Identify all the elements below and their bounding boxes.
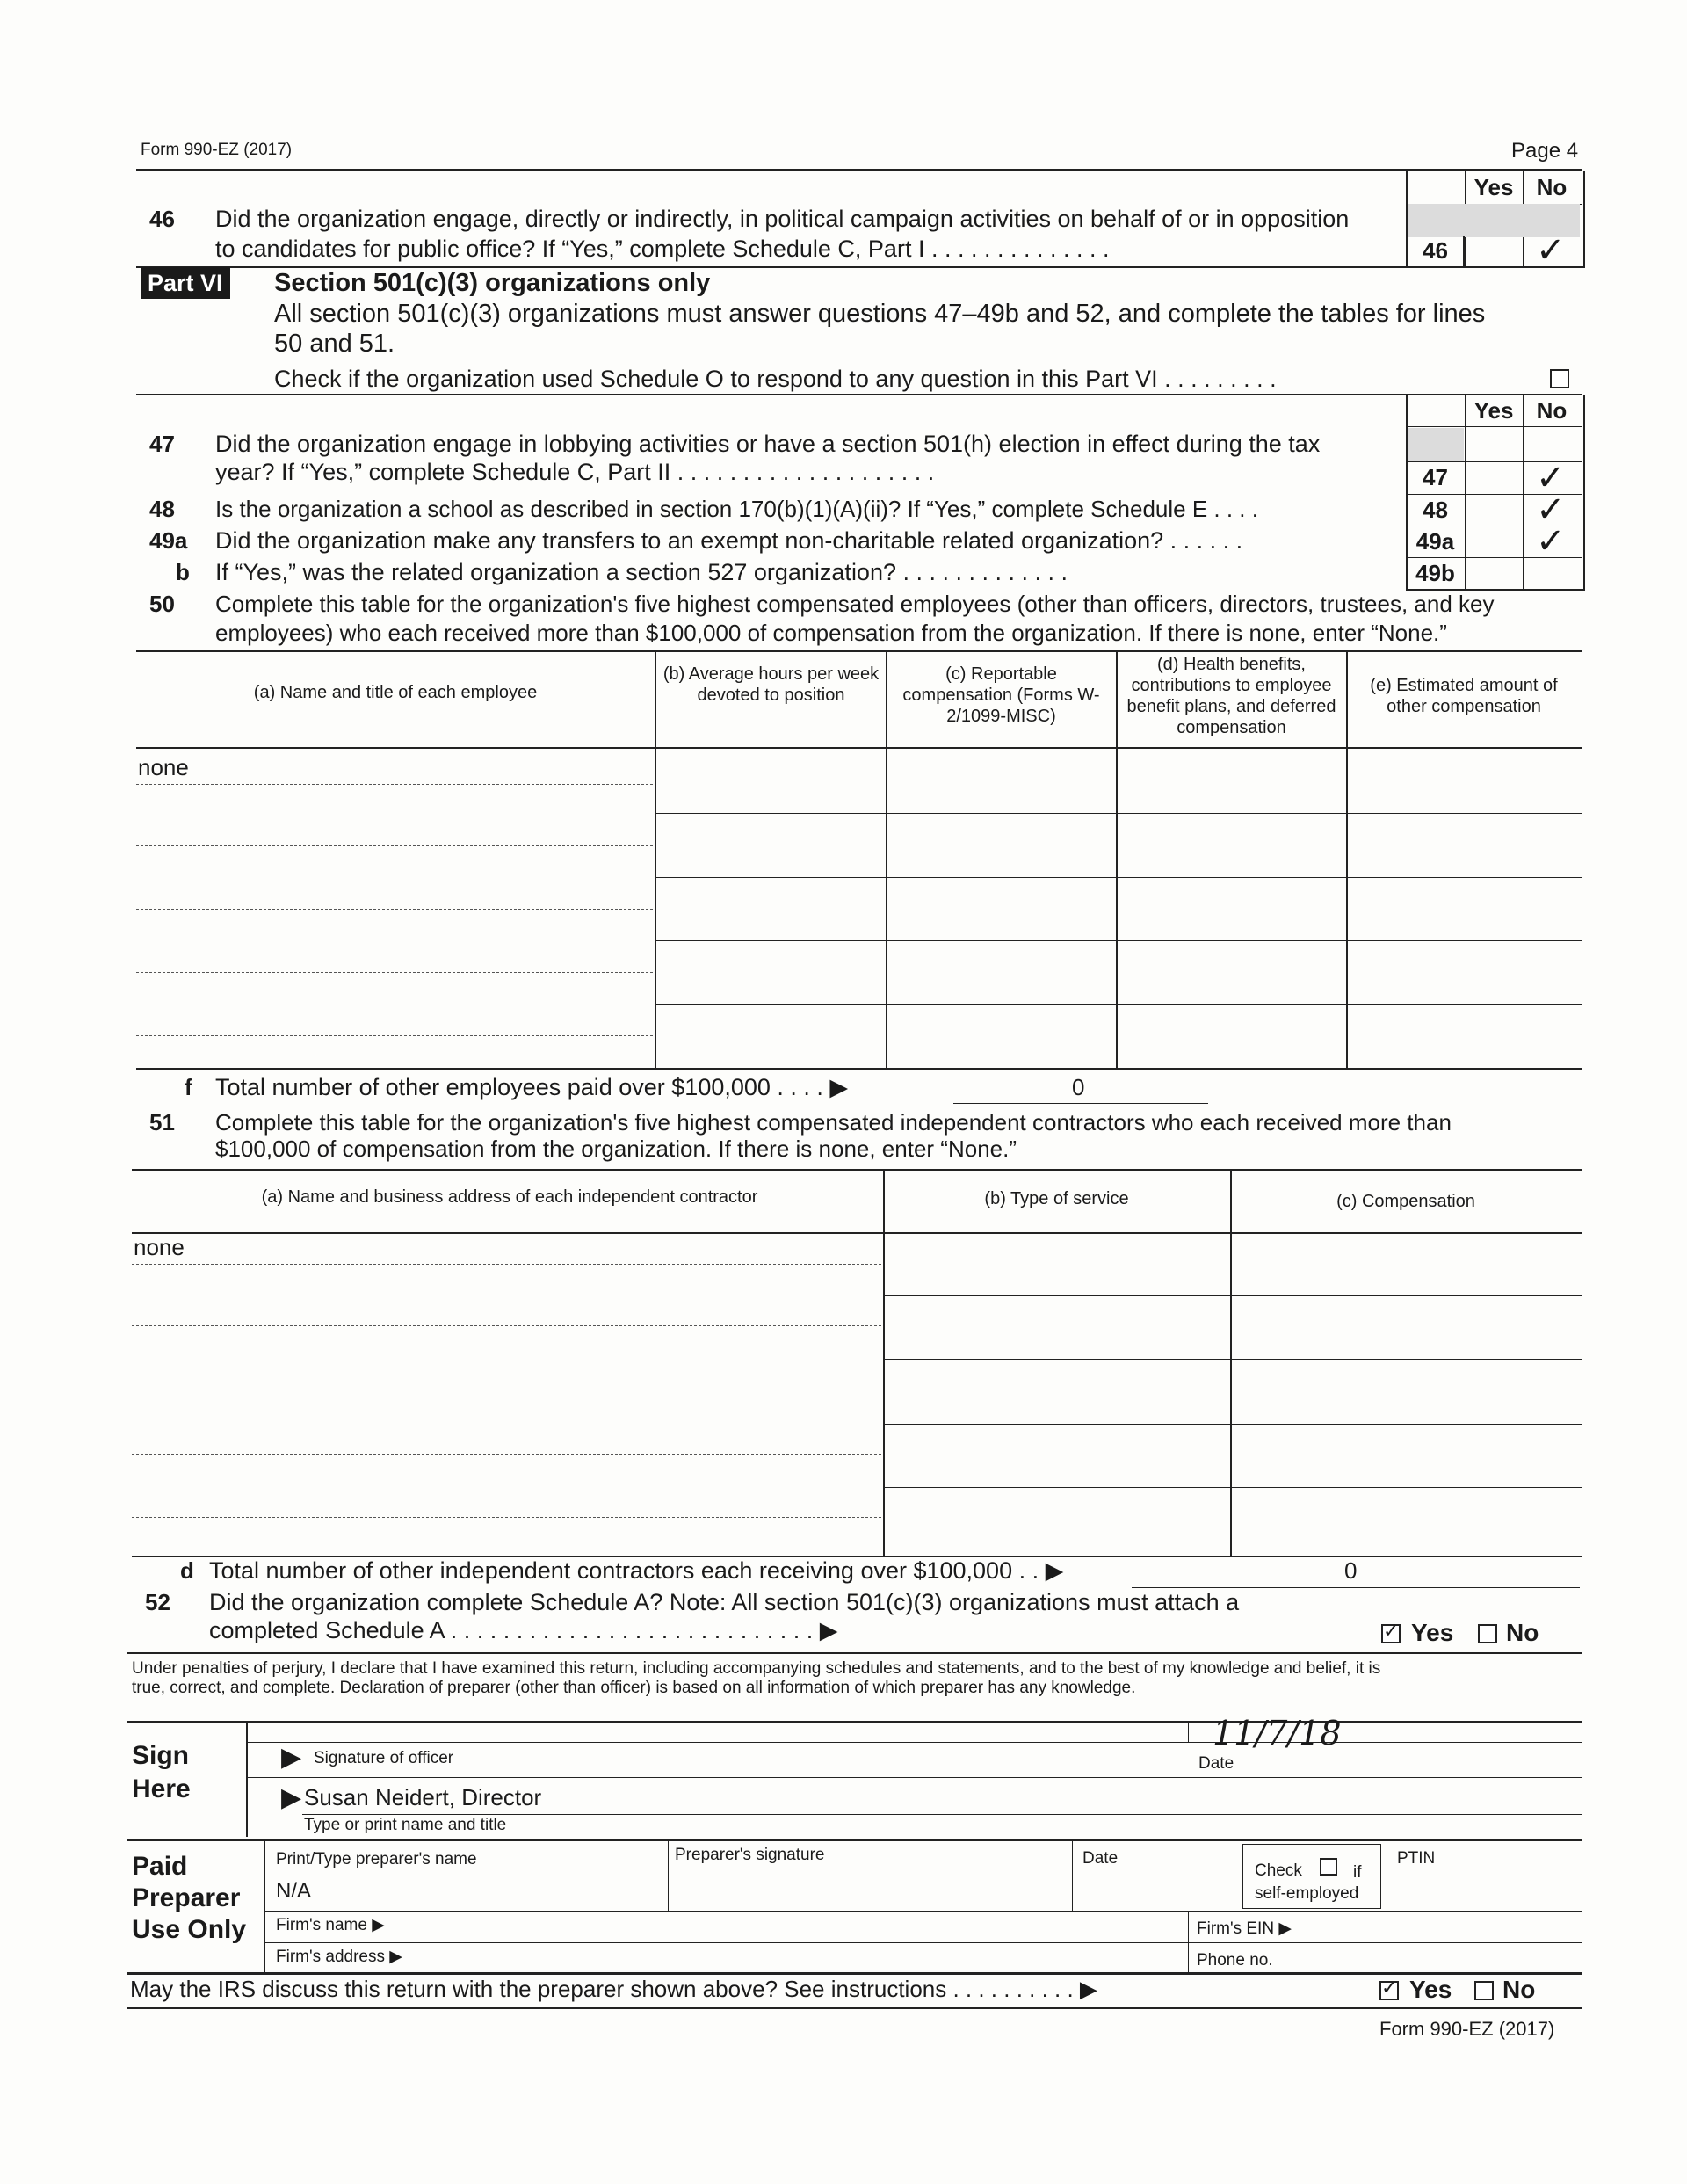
- q46-number: 46: [149, 206, 175, 232]
- q49a-box-label: 49a: [1415, 528, 1455, 555]
- q50f-text: Total number of other employees paid over $100,000 . . . . ▶: [215, 1074, 849, 1100]
- yes-header: Yes: [1473, 174, 1514, 200]
- q51d-value: 0: [1344, 1557, 1358, 1584]
- preparer-signature-label: Preparer's signature: [675, 1846, 825, 1864]
- page-number: Page 4: [1511, 139, 1579, 163]
- no-header-2: No: [1536, 397, 1568, 424]
- q52-no-label: No: [1506, 1619, 1539, 1646]
- q51-col-a-header: (a) Name and business address of each independent contractor: [261, 1187, 758, 1207]
- q50-col-e-header: (e) Estimated amount of other compensation: [1370, 676, 1558, 716]
- signature-date[interactable]: 11/7/18: [1213, 1714, 1342, 1752]
- q49a-number: 49a: [149, 527, 188, 554]
- self-employed-check-label: Check: [1255, 1861, 1302, 1880]
- preparer-title: Paid: [132, 1852, 188, 1881]
- q50-col-b-header: (b) Average hours per week devoted to position: [662, 664, 880, 705]
- self-employed-label: self-employed: [1255, 1884, 1359, 1903]
- q50-col-c-header: (c) Reportable compensation (Forms W-2/1099-MISC): [902, 664, 1100, 726]
- q50f-value: 0: [1072, 1074, 1085, 1100]
- self-employed-checkbox[interactable]: [1320, 1858, 1337, 1876]
- footer-form-label: Form 990-EZ (2017): [1379, 2018, 1555, 2040]
- q49a-no-check-icon[interactable]: ✓: [1536, 521, 1566, 562]
- q46-box-label: 46: [1406, 236, 1465, 267]
- q50f-number: f: [185, 1074, 192, 1100]
- q47-no-check-icon[interactable]: ✓: [1536, 458, 1566, 498]
- q50-col-a-header: (a) Name and title of each employee: [253, 683, 538, 702]
- q47-number: 47: [149, 431, 175, 457]
- q50-col-d-header: (d) Health benefits, contributions to employee benefit plans, and deferred compensation: [1126, 655, 1336, 737]
- q48-text: Is the organization a school as described in section 170(b)(1)(A)(ii)? If “Yes,” complete Schedule E . . . .: [215, 496, 1258, 522]
- yes-header-2: Yes: [1473, 397, 1514, 424]
- q49b-box-label: 49b: [1415, 560, 1455, 586]
- q48-number: 48: [149, 496, 175, 522]
- irs-discuss-yes-label: Yes: [1409, 1976, 1452, 2003]
- irs-discuss-no-checkbox[interactable]: [1474, 1981, 1494, 2000]
- no-header: No: [1536, 174, 1568, 200]
- form-label: Form 990-EZ (2017): [141, 141, 293, 159]
- q51d-text: Total number of other independent contractors each receiving over $100,000 . . ▶: [209, 1557, 1064, 1584]
- q46-text: Did the organization engage, directly or indirectly, in political campaign activities on behalf of or in opposition: [215, 206, 1350, 232]
- schedule-o-checkbox[interactable]: [1550, 369, 1569, 388]
- q52-number: 52: [145, 1589, 170, 1615]
- q51-col-b-header: (b) Type of service: [984, 1189, 1129, 1208]
- part-vi-label: Part VI: [141, 267, 230, 299]
- preparer-title-3: Use Only: [132, 1915, 247, 1944]
- q47-box-label: 47: [1423, 464, 1448, 490]
- preparer-name-value[interactable]: N/A: [276, 1879, 312, 1903]
- sign-title: Sign: [132, 1741, 189, 1770]
- q48-no-check-icon[interactable]: ✓: [1536, 490, 1566, 530]
- sign-title-2: Here: [132, 1774, 191, 1803]
- q51-col-c-header: (c) Compensation: [1336, 1192, 1475, 1211]
- q52-text-2: completed Schedule A . . . . . . . . . . . . . . . . . . . . . . . . . . . . ▶: [209, 1617, 838, 1643]
- perjury-statement: Under penalties of perjury, I declare that I have examined this return, including accompanying schedules and statements, and to the best of my knowledge and belief, it is: [132, 1659, 1381, 1678]
- q51d-number: d: [180, 1557, 194, 1584]
- q49a-text: Did the organization make any transfers to an exempt non-charitable related organization? . . . . . .: [215, 527, 1243, 554]
- part-vi-title: Section 501(c)(3) organizations only: [274, 269, 711, 297]
- q49b-text: If “Yes,” was the related organization a section 527 organization? . . . . . . . . . . . . .: [215, 559, 1068, 585]
- q51-text: Complete this table for the organization's five highest compensated independent contractors who each received more than: [215, 1109, 1452, 1136]
- firm-address-label: Firm's address ▶: [276, 1948, 402, 1966]
- q52-yes-check-icon: ✓: [1383, 1621, 1400, 1643]
- q51-text-2: $100,000 of compensation from the organization. If there is none, enter “None.”: [215, 1136, 1017, 1162]
- firm-name-label: Firm's name ▶: [276, 1916, 385, 1934]
- firm-ein-label: Firm's EIN ▶: [1197, 1919, 1292, 1938]
- signature-arrow-icon: ▶: [281, 1743, 302, 1772]
- part-vi-instructions-2: 50 and 51.: [274, 330, 395, 358]
- phone-label: Phone no.: [1197, 1951, 1273, 1970]
- perjury-statement-2: true, correct, and complete. Declaration of preparer (other than officer) is based on all information of which preparer has any knowledge.: [132, 1679, 1136, 1697]
- q49b-number: b: [176, 559, 190, 585]
- part-vi-instructions: All section 501(c)(3) organizations must answer questions 47–49b and 52, and complete the tables for lines: [274, 300, 1486, 328]
- q46-no-check-icon[interactable]: ✓: [1536, 230, 1566, 271]
- preparer-name-label: Print/Type preparer's name: [276, 1850, 477, 1868]
- signature-of-officer-label: Signature of officer: [314, 1749, 454, 1767]
- irs-discuss-text: May the IRS discuss this return with the preparer shown above? See instructions . . . . . . . . . . ▶: [130, 1976, 1097, 2002]
- q50-number: 50: [149, 591, 175, 617]
- q50-text-2: employees) who each received more than $100,000 of compensation from the organization. If there is none, enter “None.”: [215, 620, 1447, 646]
- print-name-label: Type or print name and title: [304, 1816, 507, 1834]
- q51-number: 51: [149, 1109, 175, 1136]
- q47-text: Did the organization engage in lobbying activities or have a section 501(h) election in effect during the tax: [215, 431, 1321, 457]
- q52-yes-label: Yes: [1411, 1619, 1454, 1646]
- sign-date-label: Date: [1198, 1754, 1234, 1773]
- q50-text: Complete this table for the organization's five highest compensated employees (other than officers, directors, trustees, and key: [215, 591, 1495, 617]
- preparer-title-2: Preparer: [132, 1883, 241, 1912]
- q50-row1-name: none: [138, 754, 189, 780]
- q46-text-2: to candidates for public office? If “Yes,” complete Schedule C, Part I . . . . . . . . . . . . . .: [215, 236, 1110, 262]
- q52-text: Did the organization complete Schedule A? Note: All section 501(c)(3) organizations must attach a: [209, 1589, 1240, 1615]
- irs-discuss-yes-check-icon: ✓: [1381, 1977, 1398, 1999]
- schedule-o-check-text: Check if the organization used Schedule O to respond to any question in this Part VI . . . . . . . . .: [274, 366, 1277, 392]
- q47-text-2: year? If “Yes,” complete Schedule C, Part II . . . . . . . . . . . . . . . . . . . .: [215, 459, 935, 485]
- preparer-date-label: Date: [1082, 1849, 1119, 1868]
- q51-row1-name: none: [134, 1234, 185, 1260]
- officer-name-title[interactable]: Susan Neidert, Director: [304, 1784, 542, 1810]
- ptin-label: PTIN: [1397, 1849, 1436, 1868]
- q52-no-checkbox[interactable]: [1478, 1624, 1497, 1643]
- name-arrow-icon: ▶: [281, 1783, 302, 1812]
- q48-box-label: 48: [1423, 497, 1448, 523]
- irs-discuss-no-label: No: [1502, 1976, 1536, 2003]
- self-employed-if-label: if: [1353, 1863, 1362, 1882]
